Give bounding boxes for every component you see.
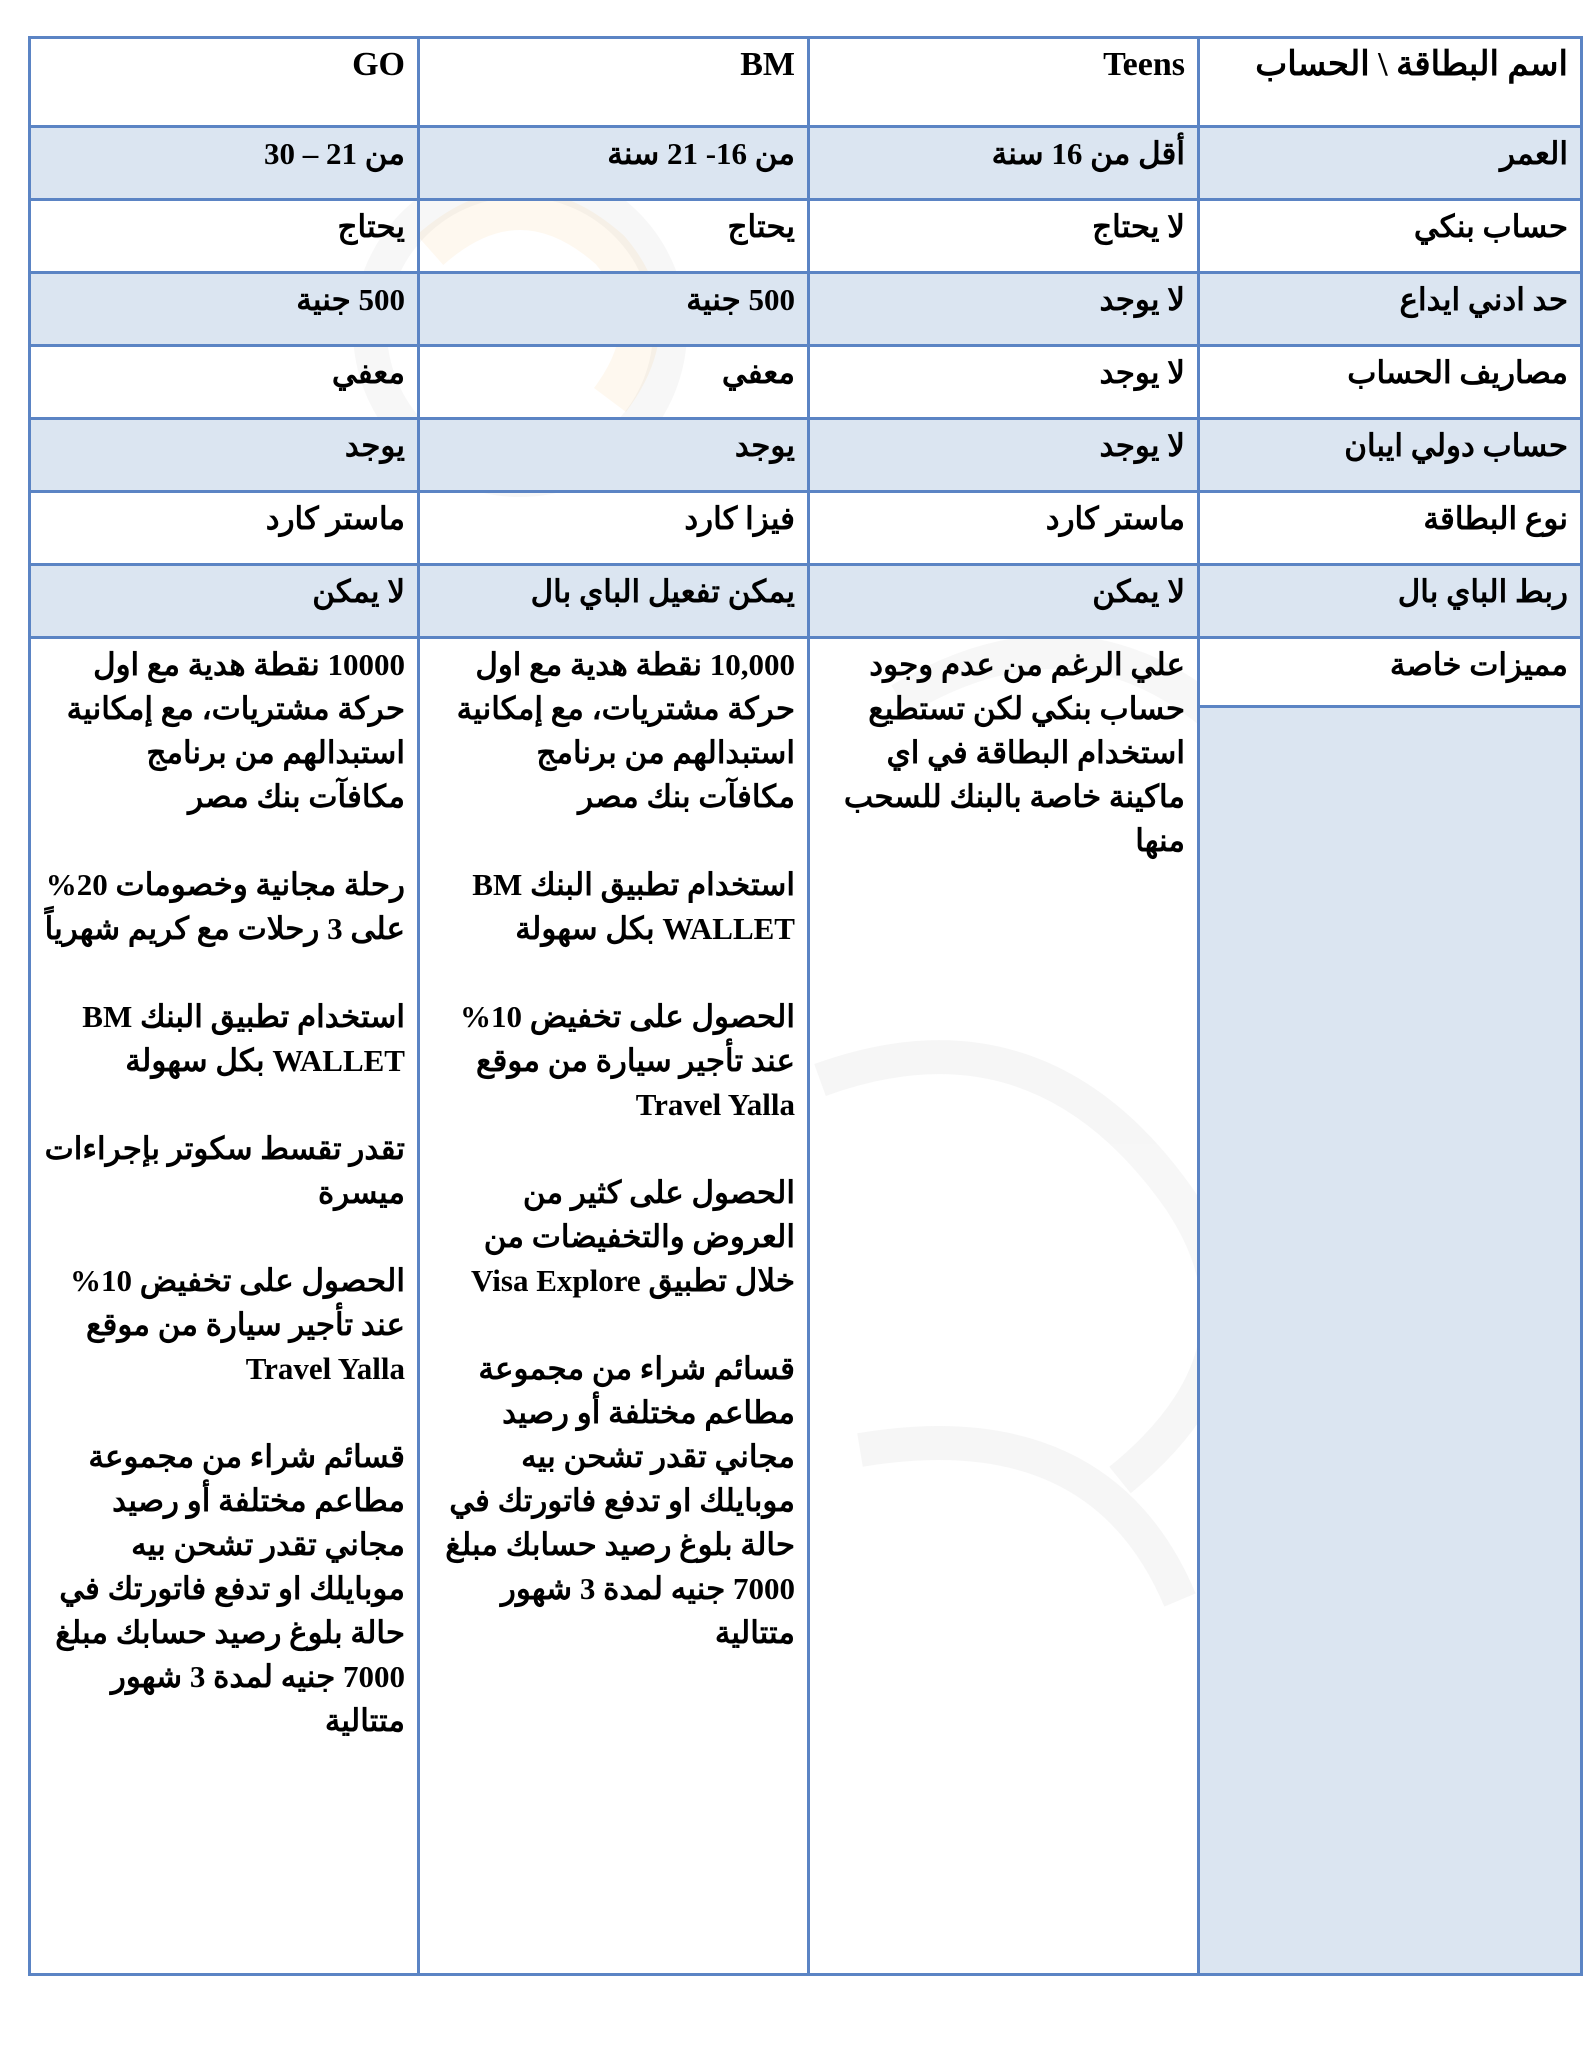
header-teens-cell: Teens <box>809 38 1199 127</box>
go-cell: يوجد <box>30 419 419 492</box>
go-cell: لا يمكن <box>30 565 419 638</box>
header-bm-cell: BM <box>419 38 809 127</box>
row-label-cell: حد ادني ايداع <box>1199 273 1582 346</box>
feature-item: قسائم شراء من مجموعة مطاعم مختلفة أو رصيد مجاني تقدر تشحن بيه موبايلك او تدفع فاتورتك في حالة بلوغ رصيد حسابك مبلغ 7000 جنيه لمدة 3 شهور متتالية <box>55 1439 405 1738</box>
bm-cell: فيزا كارد <box>419 492 809 565</box>
go-cell: 500 جنية <box>30 273 419 346</box>
table-row <box>30 200 1582 273</box>
feature-item: استخدام تطبيق البنك BM WALLET بكل سهولة <box>82 999 405 1078</box>
row-label-cell: مصاريف الحساب <box>1199 346 1582 419</box>
row-label-cell: العمر <box>1199 127 1582 200</box>
features-label: مميزات خاصة <box>1200 639 1580 708</box>
feature-item: الحصول على تخفيض 10% عند تأجير سيارة من موقع Travel Yalla <box>70 1263 405 1386</box>
table-row <box>30 273 1582 346</box>
teens-cell: لا يوجد <box>809 346 1199 419</box>
bm-features-cell <box>419 638 809 1975</box>
go-cell: ماستر كارد <box>30 492 419 565</box>
go-cell: من 21 – 30 <box>30 127 419 200</box>
feature-item: قسائم شراء من مجموعة مطاعم مختلفة أو رصيد مجاني تقدر تشحن بيه موبايلك او تدفع فاتورتك في حالة بلوغ رصيد حسابك مبلغ 7000 جنيه لمدة 3 شهور متتالية <box>445 1351 795 1650</box>
teens-cell: ماستر كارد <box>809 492 1199 565</box>
go-cell: معفي <box>30 346 419 419</box>
feature-item: استخدام تطبيق البنك BM WALLET بكل سهولة <box>472 867 795 946</box>
feature-item: الحصول على كثير من العروض والتخفيضات من خلال تطبيق Visa Explore <box>471 1175 795 1298</box>
row-label-cell: نوع البطاقة <box>1199 492 1582 565</box>
feature-item: 10000 نقطة هدية مع اول حركة مشتريات، مع إمكانية استبدالهم من برنامج مكافآت بنك مصر <box>66 647 405 814</box>
feature-item: تقدر تقسط سكوتر بإجراءات ميسرة <box>44 1131 405 1210</box>
features-row <box>30 638 1582 1975</box>
go-cell: يحتاج <box>30 200 419 273</box>
row-label-cell: حساب بنكي <box>1199 200 1582 273</box>
feature-item: الحصول على تخفيض 10% عند تأجير سيارة من موقع Travel Yalla <box>460 999 795 1122</box>
table-row <box>30 565 1582 638</box>
bm-cell: يوجد <box>419 419 809 492</box>
teens-cell: أقل من 16 سنة <box>809 127 1199 200</box>
row-label-cell: ربط الباي بال <box>1199 565 1582 638</box>
teens-cell: لا يوجد <box>809 273 1199 346</box>
table-row <box>30 127 1582 200</box>
feature-item: علي الرغم من عدم وجود حساب بنكي لكن تستطيع استخدام البطاقة في اي ماكينة خاصة بالبنك للسحب منها <box>843 647 1185 858</box>
table-row <box>30 346 1582 419</box>
header-label-cell: اسم البطاقة \ الحساب <box>1199 38 1582 127</box>
bm-cell: يمكن تفعيل الباي بال <box>419 565 809 638</box>
bm-cell: من 16- 21 سنة <box>419 127 809 200</box>
row-label-cell: حساب دولي ايبان <box>1199 419 1582 492</box>
bm-cell: يحتاج <box>419 200 809 273</box>
features-label-cell <box>1199 638 1582 1975</box>
feature-item: 10,000 نقطة هدية مع اول حركة مشتريات، مع إمكانية استبدالهم من برنامج مكافآت بنك مصر <box>456 647 795 814</box>
teens-features-cell <box>809 638 1199 1975</box>
feature-item: رحلة مجانية وخصومات 20% على 3 رحلات مع كريم شهرياً <box>44 867 405 946</box>
teens-cell: لا يوجد <box>809 419 1199 492</box>
header-go-cell: GO <box>30 38 419 127</box>
table-row <box>30 419 1582 492</box>
teens-cell: لا يحتاج <box>809 200 1199 273</box>
bm-cell: 500 جنية <box>419 273 809 346</box>
bm-cell: معفي <box>419 346 809 419</box>
header-row <box>30 38 1582 127</box>
table-row <box>30 492 1582 565</box>
teens-cell: لا يمكن <box>809 565 1199 638</box>
comparison-table <box>28 36 1583 1976</box>
go-features-cell <box>30 638 419 1975</box>
